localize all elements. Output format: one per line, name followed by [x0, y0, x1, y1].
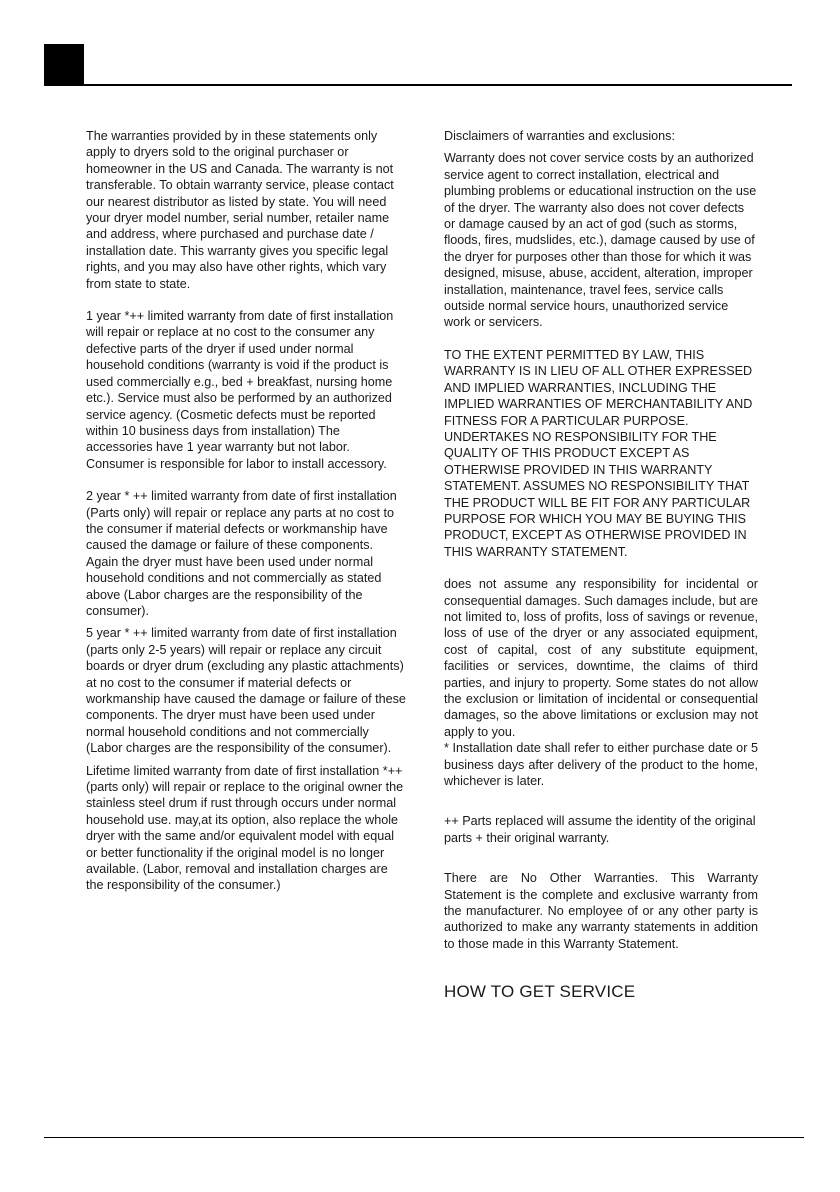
- no-other-warranties-paragraph: There are No Other Warranties. This Warranty Statement is the complete and exclusive warranty from the manufacturer. No employee of or any other party is authorized to make any warranty statements in addition to those made in this Warranty Statement.: [444, 871, 758, 951]
- right-column: [444, 128, 758, 1002]
- five-year-warranty-paragraph: 5 year * ++ limited warranty from date of first installation (parts only 2-5 years) will repair or replace any circuit boards or dryer drum (excluding any plastic attachments) at no cost to the consumer if material defects or workmanship have caused the damage or failure of these components. The dryer must have been used under normal household conditions and not commercially (Labor charges are the responsibility of the consumer).: [86, 626, 406, 756]
- incidental-damages-paragraph: does not assume any responsibility for incidental or consequential damages. Such damages include, but are not limited to, loss of profits, loss of savings or revenue, loss of use of the dryer or any associated equipment, cost of capital, cost of any substitute equipment, facilities or services, downtime, the claims of third parties, and injury to property. Some states do not allow the exclusion or limitation of incidental or consequential damages, so the above limitations or exclusion may not apply to you.: [444, 577, 758, 739]
- parts-replaced-note: ++ Parts replaced will assume the identity of the original parts + their original warranty.: [444, 814, 756, 845]
- disclaimer-heading: Disclaimers of warranties and exclusions:: [444, 129, 675, 143]
- installation-date-note: * Installation date shall refer to either purchase date or 5 business days after delivery of the product to the home, whichever is later.: [444, 741, 758, 789]
- two-year-warranty-paragraph: 2 year * ++ limited warranty from date of first installation (Parts only) will repair or replace any parts at no cost to the consumer if material defects or workmanship have caused the damage or failure of these components. Again the dryer must have been used under normal household conditions and not commercially as stated above (Labor charges are the responsibility of the consumer).: [86, 489, 397, 618]
- section-marker-block: [44, 44, 84, 86]
- footer-divider: [44, 1137, 804, 1138]
- header-divider: [84, 84, 792, 86]
- legal-caps-paragraph: TO THE EXTENT PERMITTED BY LAW, THIS WARRANTY IS IN LIEU OF ALL OTHER EXPRESSED AND IMPLIED WARRANTIES, INCLUDING THE IMPLIED WARRANTIES OF MERCHANTABILITY AND FITNESS FOR A PARTICULAR PURPOSE. UNDERTAKES NO RESPONSIBILITY FOR THE QUALITY OF THIS PRODUCT EXCEPT AS OTHERWISE PROVIDED IN THIS WARRANTY STATEMENT. ASSUMES NO RESPONSIBILITY THAT THE PRODUCT WILL BE FIT FOR ANY PARTICULAR PURPOSE FOR WHICH YOU MAY BE BUYING THIS PRODUCT, EXCEPT AS OTHERWISE PROVIDED IN THIS WARRANTY STATEMENT.: [444, 347, 753, 559]
- left-column: [86, 128, 408, 894]
- disclaimer-paragraph: Warranty does not cover service costs by an authorized service agent to correct installation, electrical and plumbing problems or educational instruction on the use of the dryer. The warranty also does not cover defects or damage caused by an act of god (such as storms, floods, fires, mudslides, etc.), damage caused by use of the dryer for purposes other than those for which it was designed, misuse, abuse, accident, alteration, improper installation, maintenance, travel fees, service calls outside normal service hours, unauthorized service work or servicers.: [444, 151, 757, 330]
- warranty-intro-paragraph: The warranties provided by in these statements only apply to dryers sold to the original purchaser or homeowner in the US and Canada. The warranty is not transferable. To obtain warranty service, please contact our nearest distributor as listed by state. You will need your dryer model number, serial number, retailer name and address, where purchased and purchase date / installation date. This warranty gives you specific legal rights, and you may also have other rights, which vary from state to state.: [86, 129, 394, 291]
- one-year-warranty-paragraph: 1 year *++ limited warranty from date of first installation will repair or replace at no cost to the consumer any defective parts of the dryer if used under normal household conditions (warranty is void if the product is used commercially e.g., bed + breakfast, nursing home etc.). Service must also be performed by an authorized service agency. (Cosmetic defects must be reported within 10 business days from installation) The accessories have 1 year warranty but not labor. Consumer is responsible for labor to install accessory.: [86, 309, 394, 471]
- service-heading: HOW TO GET SERVICE: [444, 982, 636, 1002]
- lifetime-warranty-paragraph: Lifetime limited warranty from date of first installation *++ (parts only) will repair or replace to the original owner the stainless steel drum if rust through occurs under normal household use. may,at its option, also replace the whole dryer with the same and/or equivalent model with equal or better functionality if the original model is no longer available. (Labor, removal and installation charges are the responsibility of the consumer.): [86, 763, 404, 893]
